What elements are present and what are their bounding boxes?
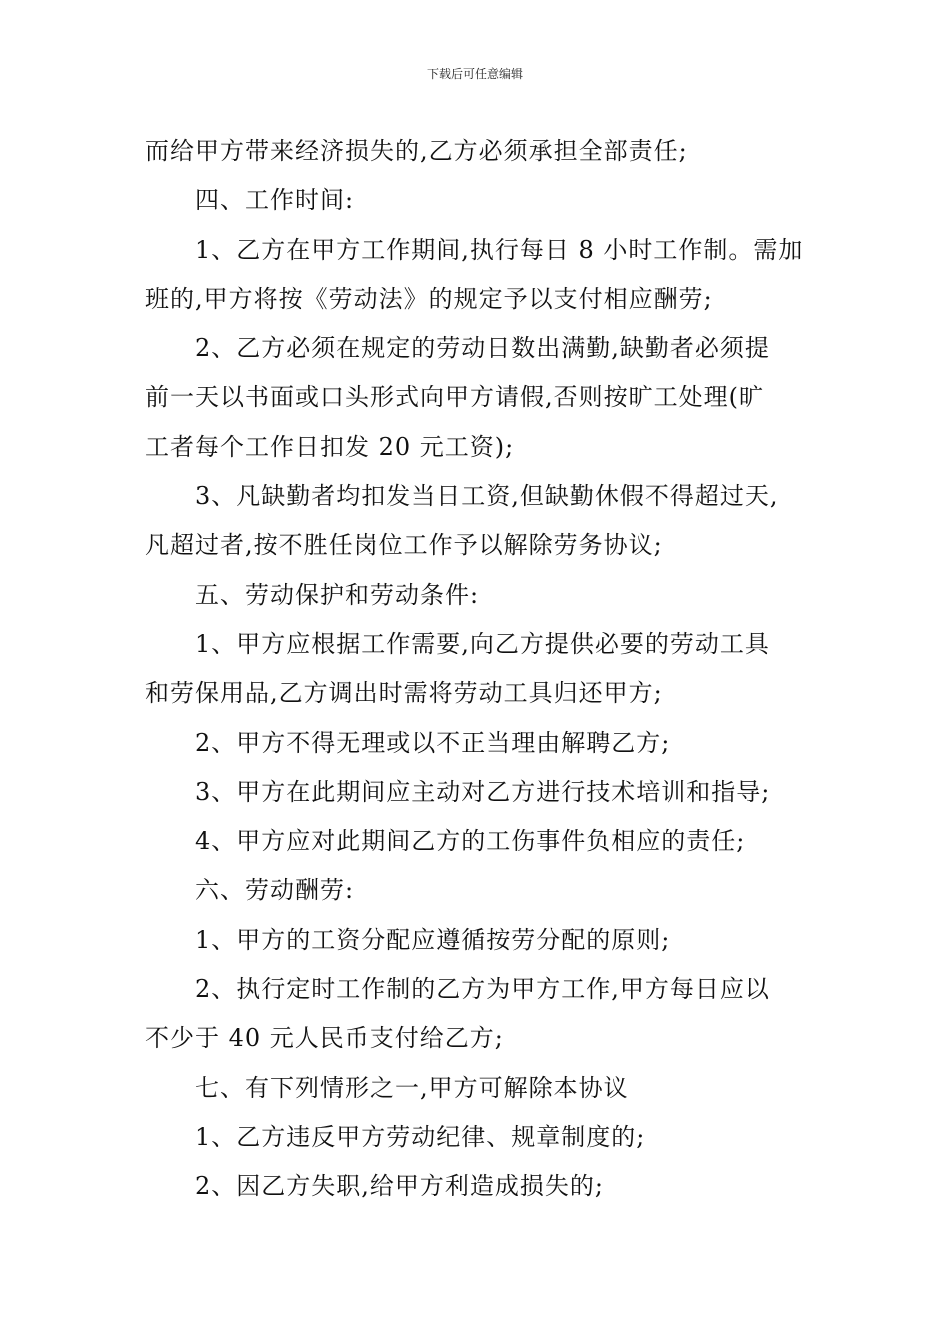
text-line: 1、甲方应根据工作需要,向乙方提供必要的劳动工具 (195, 629, 770, 658)
text-line: 2、甲方不得无理或以不正当理由解聘乙方; (195, 728, 671, 757)
text-line: 3、凡缺勤者均扣发当日工资,但缺勤休假不得超过天, (195, 482, 779, 511)
text-line: 而给甲方带来经济损失的,乙方必须承担全部责任; (145, 137, 688, 165)
text-line: 不少于 40 元人民币支付给乙方; (145, 1024, 504, 1053)
text-line: 班的,甲方将按《劳动法》的规定予以支付相应酬劳; (145, 284, 713, 313)
text-line: 前一天以书面或口头形式向甲方请假,否则按旷工处理(旷 (145, 383, 764, 412)
section-heading: 五、劳动保护和劳动条件: (195, 580, 480, 609)
text-line: 2、因乙方失职,给甲方利造成损失的; (195, 1172, 604, 1201)
text-line: 2、执行定时工作制的乙方为甲方工作,甲方每日应以 (195, 975, 770, 1004)
text-line: 1、乙方在甲方工作期间,执行每日 8 小时工作制。需加 (195, 235, 804, 264)
text-line: 工者每个工作日扣发 20 元工资); (145, 432, 515, 461)
text-line: 2、乙方必须在规定的劳动日数出满勤,缺勤者必须提 (195, 334, 770, 363)
text-line: 和劳保用品,乙方调出时需将劳动工具归还甲方; (145, 679, 663, 708)
text-line: 1、乙方违反甲方劳动纪律、规章制度的; (195, 1122, 646, 1151)
page-header: 下载后可任意编辑 (426, 67, 523, 81)
text-line: 4、甲方应对此期间乙方的工伤事件负相应的责任; (195, 827, 746, 856)
section-heading: 六、劳动酬劳: (195, 876, 355, 905)
text-line: 凡超过者,按不胜任岗位工作予以解除劳务协议; (145, 531, 663, 560)
section-heading: 七、有下列情形之一,甲方可解除本协议 (195, 1073, 629, 1102)
section-heading: 四、工作时间: (195, 186, 355, 215)
text-line: 3、甲方在此期间应主动对乙方进行技术培训和指导; (195, 777, 771, 806)
text-line: 1、甲方的工资分配应遵循按劳分配的原则; (195, 925, 671, 954)
document-body (145, 127, 810, 1212)
